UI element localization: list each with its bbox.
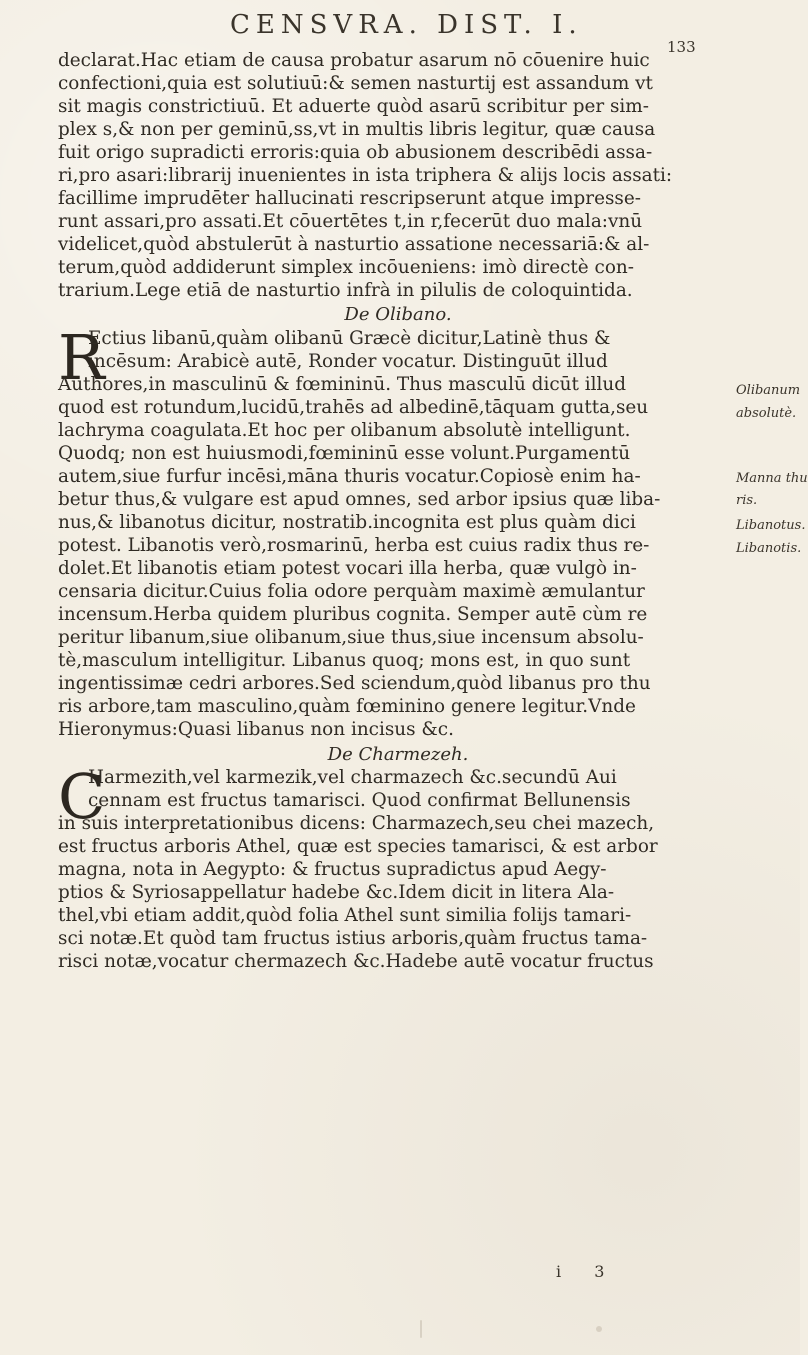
signature-mark: i 3: [556, 1262, 619, 1281]
text-line: thel,vbi etiam addit,quòd folia Athel sunt similia folijs tamari-: [58, 905, 632, 926]
text-line: Hieronymus:Quasi libanus non incisus &c.: [58, 719, 454, 740]
text-line: potest. Libanotis verò,rosmarinū, herba est cuius radix thus re-: [58, 535, 650, 556]
text-line: betur thus,& vulgare est apud omnes, sed arbor ipsius quæ liba-: [58, 489, 661, 510]
drop-cap-c: C: [58, 760, 106, 833]
running-head: [0, 10, 800, 56]
text-line: est fructus arboris Athel, quæ est species tamarisci, & est arbor: [58, 836, 658, 857]
text-line: cennam est fructus tamarisci. Quod confirmat Bellunensis: [88, 790, 631, 811]
page-number: 133: [667, 38, 696, 56]
margin-note: Libanotis.: [736, 541, 802, 556]
text-line: fuit origo supradicti erroris:quia ob abusionem describēdi assa-: [58, 142, 653, 163]
text-line: runt assari,pro assati.Et cōuertētes t,in r,fecerūt duo mala:vnū: [58, 211, 643, 232]
paper-flaw: [420, 1320, 422, 1338]
section-heading-charmezeh: De Charmezeh.: [327, 744, 469, 765]
text-line: terum,quòd addiderunt simplex incōueniens: imò directè con-: [58, 257, 634, 278]
text-line: sit magis constrictiuū. Et aduerte quòd asarū scribitur per sim-: [58, 96, 649, 117]
text-line: Ectius libanū,quàm olibanū Græcè dicitur,Latinè thus &: [88, 328, 611, 349]
margin-note: absolutè.: [736, 406, 797, 421]
text-line: ingentissimæ cedri arbores.Sed sciendum,quòd libanus pro thu: [58, 673, 651, 694]
text-line: censaria dicitur.Cuius folia odore perquàm maximè æmulantur: [58, 581, 645, 602]
text-line: risci notæ,vocatur chermazech &c.Hadebe autē vocatur fructus: [58, 951, 654, 972]
text-line: plex s,& non per geminū,ss,vt in multis libris legitur, quæ causa: [58, 119, 656, 140]
text-line: nus,& libanotus dicitur, nostratib.incognita est plus quàm dici: [58, 512, 636, 533]
text-line: Harmezith,vel karmezik,vel charmazech &c.secundū Aui: [88, 767, 617, 788]
text-line: Authores,in masculinū & fœmininū. Thus masculū dicūt illud: [58, 374, 626, 395]
text-line: ri,pro asari:librarij inuenientes in ista triphera & alijs locis assati:: [58, 165, 673, 186]
margin-note: Libanotus.: [736, 518, 806, 533]
text-line: autem,siue furfur incēsi,māna thuris vocatur.Copiosè enim ha-: [58, 466, 641, 487]
text-line: magna, nota in Aegypto: & fructus supradictus apud Aegy-: [58, 859, 607, 880]
text-line: videlicet,quòd abstulerūt à nasturtio assatione necessariā:& al-: [58, 234, 650, 255]
text-line: lachryma coagulata.Et hoc per olibanum absolutè intelligunt.: [58, 420, 631, 441]
text-line: facillime imprudēter hallucinati rescripserunt atque impresse-: [58, 188, 641, 209]
text-line: in suis interpretationibus dicens: Charmazech,seu chei mazech,: [58, 813, 655, 834]
text-line: declarat.Hac etiam de causa probatur asarum nō cōuenire huic: [58, 50, 650, 71]
page-body: [58, 50, 738, 1280]
text-line: quod est rotundum,lucidū,trahēs ad albedinē,tāquam gutta,seu: [58, 397, 649, 418]
running-title: CENSVRA. DIST. I.: [230, 10, 583, 40]
margin-note: Olibanum: [736, 383, 801, 398]
text-line: sci notæ.Et quòd tam fructus istius arboris,quàm fructus tama-: [58, 928, 648, 949]
text-line: ptios & Syriosappellatur hadebe &c.Idem dicit in litera Ala-: [58, 882, 615, 903]
text-line: incēsum: Arabicè autē, Ronder vocatur. Distinguūt illud: [88, 351, 608, 372]
text-line: incensum.Herba quidem pluribus cognita. Semper autē cùm re: [58, 604, 648, 625]
text-line: peritur libanum,siue olibanum,siue thus,siue incensum absolu-: [58, 627, 644, 648]
drop-cap-r: R: [58, 321, 105, 394]
text-line: dolet.Et libanotis etiam potest vocari illa herba, quæ vulgò in-: [58, 558, 637, 579]
margin-note: ris.: [736, 493, 758, 508]
text-line: confectioni,quia est solutiuū:& semen nasturtij est assandum vt: [58, 73, 653, 94]
paper-flaw: [596, 1326, 602, 1332]
text-line: tè,masculum intelligitur. Libanus quoq; mons est, in quo sunt: [58, 650, 631, 671]
text-line: Quodq; non est huiusmodi,fœmininū esse volunt.Purgamentū: [58, 443, 631, 464]
text-line: ris arbore,tam masculino,quàm fœminino genere legitur.Vnde: [58, 696, 636, 717]
section-heading-olibano: De Olibano.: [344, 304, 452, 325]
text-line: trarium.Lege etiā de nasturtio infrà in pilulis de coloquintida.: [58, 280, 633, 301]
margin-note: Manna thu: [736, 471, 808, 486]
